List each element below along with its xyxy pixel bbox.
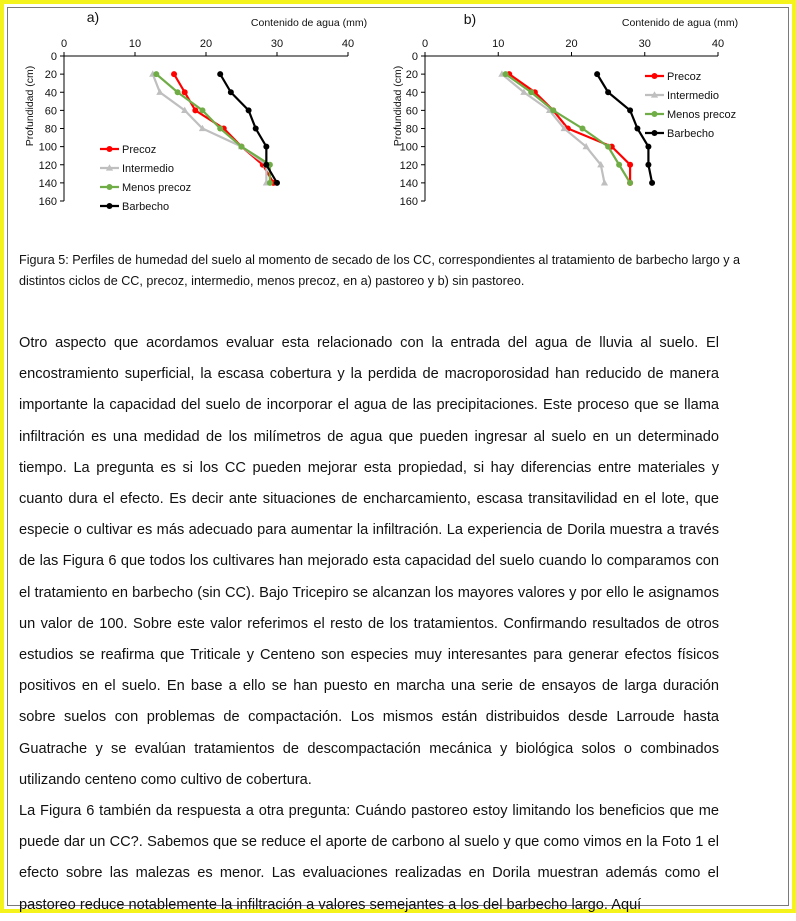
data-point: [246, 107, 252, 113]
x-tick-label: 30: [270, 38, 284, 50]
data-point: [627, 180, 633, 186]
data-point: [267, 180, 273, 186]
legend-swatch-marker: [652, 73, 658, 79]
legend-swatch-marker: [652, 111, 658, 117]
data-point: [594, 71, 600, 77]
x-tick-label: 0: [60, 38, 68, 50]
y-tick-label: 100: [399, 141, 418, 154]
data-point: [192, 107, 198, 113]
x-tick-label: 30: [638, 38, 651, 50]
panel-label: a): [86, 9, 100, 25]
y-tick-label: 80: [405, 123, 418, 136]
y-tick-label: 120: [399, 159, 418, 172]
data-point: [627, 162, 633, 168]
data-point: [253, 126, 259, 132]
data-point: [503, 71, 509, 77]
legend-label: Barbecho: [667, 128, 715, 140]
panel-label: b): [463, 11, 477, 27]
legend-swatch-marker: [107, 203, 113, 209]
y-tick-label: 120: [38, 159, 57, 172]
legend-swatch-marker: [107, 184, 113, 190]
data-point: [579, 126, 585, 132]
x-tick-label: 10: [492, 38, 505, 50]
y-tick-label: 20: [44, 69, 57, 82]
paragraph-1: Otro aspecto que acordamos evaluar esta relacionado con la entrada del agua de lluvia al suelo. El encostramiento superficial, la escasa cobertura y la perdida de macroporosidad han reducido de manera importante la capacidad del suelo de incorporar el agua de las precipitaciones. Este proceso que se llama infiltración es una medidad de los milímetros de agua que pueden ingresar al suelo en un determinado tiempo. La pregunta es si los CC pueden mejorar esta propiedad, si hay diferencias entre materiales y cuanto dura el efecto. Es decir ante situaciones de encharcamiento, escasa transitavilidad en el lote, que especie o cultivar es más adecuado para aumentar la infiltración. La experiencia de Dorila muestra a través de las Figura 6 que todos los cultivares han mejorado esta capacidad del suelo cuando lo comparamos con el tratamiento en barbecho (sin CC). Bajo Tricepiro se alcanzan los mayores valores y por ello le asignamos un valor de 100. Sobre este valor referimos el resto de los tratamientos. Confirmando resultados de otros estudios se reafirma que Triticale y Centeno son especies muy interesantes para generar efectos físicos positivos en el suelo. En base a ello se han puesto en marcha una serie de ensayos de larga duración sobre suelos con problemas de compactación. Los mismos están distribuidos desde Larroude hasta Guatrache y se evalúan tratamientos de descompactación mecánica y biológica solos o combinados utilizando centeno como cultivo de cobertura.: [19, 335, 719, 788]
y-tick-label: 40: [44, 87, 57, 100]
y-tick-label: 80: [44, 123, 57, 136]
data-point: [239, 144, 245, 150]
legend-swatch-marker: [107, 146, 113, 152]
x-tick-label: 20: [199, 38, 213, 50]
data-point: [153, 71, 159, 77]
chart-b: [388, 8, 739, 218]
data-point: [228, 89, 234, 95]
legend-label: Barbecho: [122, 201, 170, 213]
y-tick-label: 0: [50, 51, 57, 63]
data-point: [627, 107, 633, 113]
y-tick-label: 20: [405, 69, 418, 82]
x-axis-title: Contenido de agua (mm): [621, 17, 739, 29]
legend-swatch-marker: [652, 130, 658, 136]
data-point: [605, 144, 611, 150]
legend-label: Intermedio: [667, 90, 719, 102]
data-point: [649, 180, 655, 186]
series-line: [597, 74, 652, 183]
chart-a: [25, 8, 370, 218]
data-point: [217, 71, 223, 77]
data-point: [616, 162, 622, 168]
body-text: [19, 328, 719, 921]
data-point: [528, 89, 534, 95]
y-tick-label: 160: [38, 196, 57, 208]
y-tick-label: 60: [44, 105, 57, 118]
legend-label: Precoz: [667, 71, 702, 83]
data-point: [645, 144, 651, 150]
data-point: [199, 107, 205, 113]
paragraph-2: La Figura 6 también da respuesta a otra pregunta: Cuándo pastoreo estoy limitando los beneficios que me puede dar un CC?. Sabemos que se reduce el aporte de carbono al suelo y que como vimos en la Foto 1 el efecto sobre las malezas es menor. Las evaluaciones realizadas en Dorila muestran además como el pastoreo reduce notablemente la infiltración a valores semejantes a los del barbecho largo. Aquí: [19, 803, 719, 913]
data-point: [171, 71, 177, 77]
x-tick-label: 0: [421, 38, 429, 50]
x-tick-label: 20: [565, 38, 578, 50]
data-point: [175, 89, 181, 95]
x-tick-label: 40: [341, 38, 355, 50]
data-point: [263, 144, 269, 150]
legend-label: Menos precoz: [667, 109, 737, 121]
series-line: [502, 74, 605, 183]
y-tick-label: 40: [405, 87, 418, 100]
x-axis-title: Contenido de agua (mm): [250, 17, 368, 29]
data-point: [645, 162, 651, 168]
legend-label: Menos precoz: [122, 182, 192, 194]
figure-caption: Figura 5: Perfiles de humedad del suelo al momento de secado de los CC, correspondientes al tratamiento de barbecho largo y a distintos ciclos de CC, precoz, intermedio, menos precoz, en a) pastoreo y b) sin pastoreo.: [19, 253, 741, 288]
data-point: [156, 88, 163, 94]
y-axis-title: Profundidad (cm): [24, 65, 36, 147]
data-point: [182, 89, 188, 95]
data-point: [634, 126, 640, 132]
legend-label: Intermedio: [122, 163, 174, 175]
data-point: [601, 179, 608, 185]
data-point: [263, 162, 269, 168]
y-tick-label: 140: [399, 177, 418, 190]
y-tick-label: 140: [38, 177, 57, 190]
data-point: [605, 89, 611, 95]
y-tick-label: 0: [411, 51, 418, 63]
legend-label: Precoz: [122, 144, 157, 156]
y-axis-title: Profundidad (cm): [392, 65, 404, 147]
y-tick-label: 160: [399, 196, 418, 208]
y-tick-label: 60: [405, 105, 418, 118]
data-point: [550, 107, 556, 113]
x-tick-label: 40: [711, 38, 725, 50]
x-tick-label: 10: [128, 38, 142, 50]
data-point: [217, 126, 223, 132]
data-point: [274, 180, 280, 186]
y-tick-label: 100: [38, 141, 57, 154]
